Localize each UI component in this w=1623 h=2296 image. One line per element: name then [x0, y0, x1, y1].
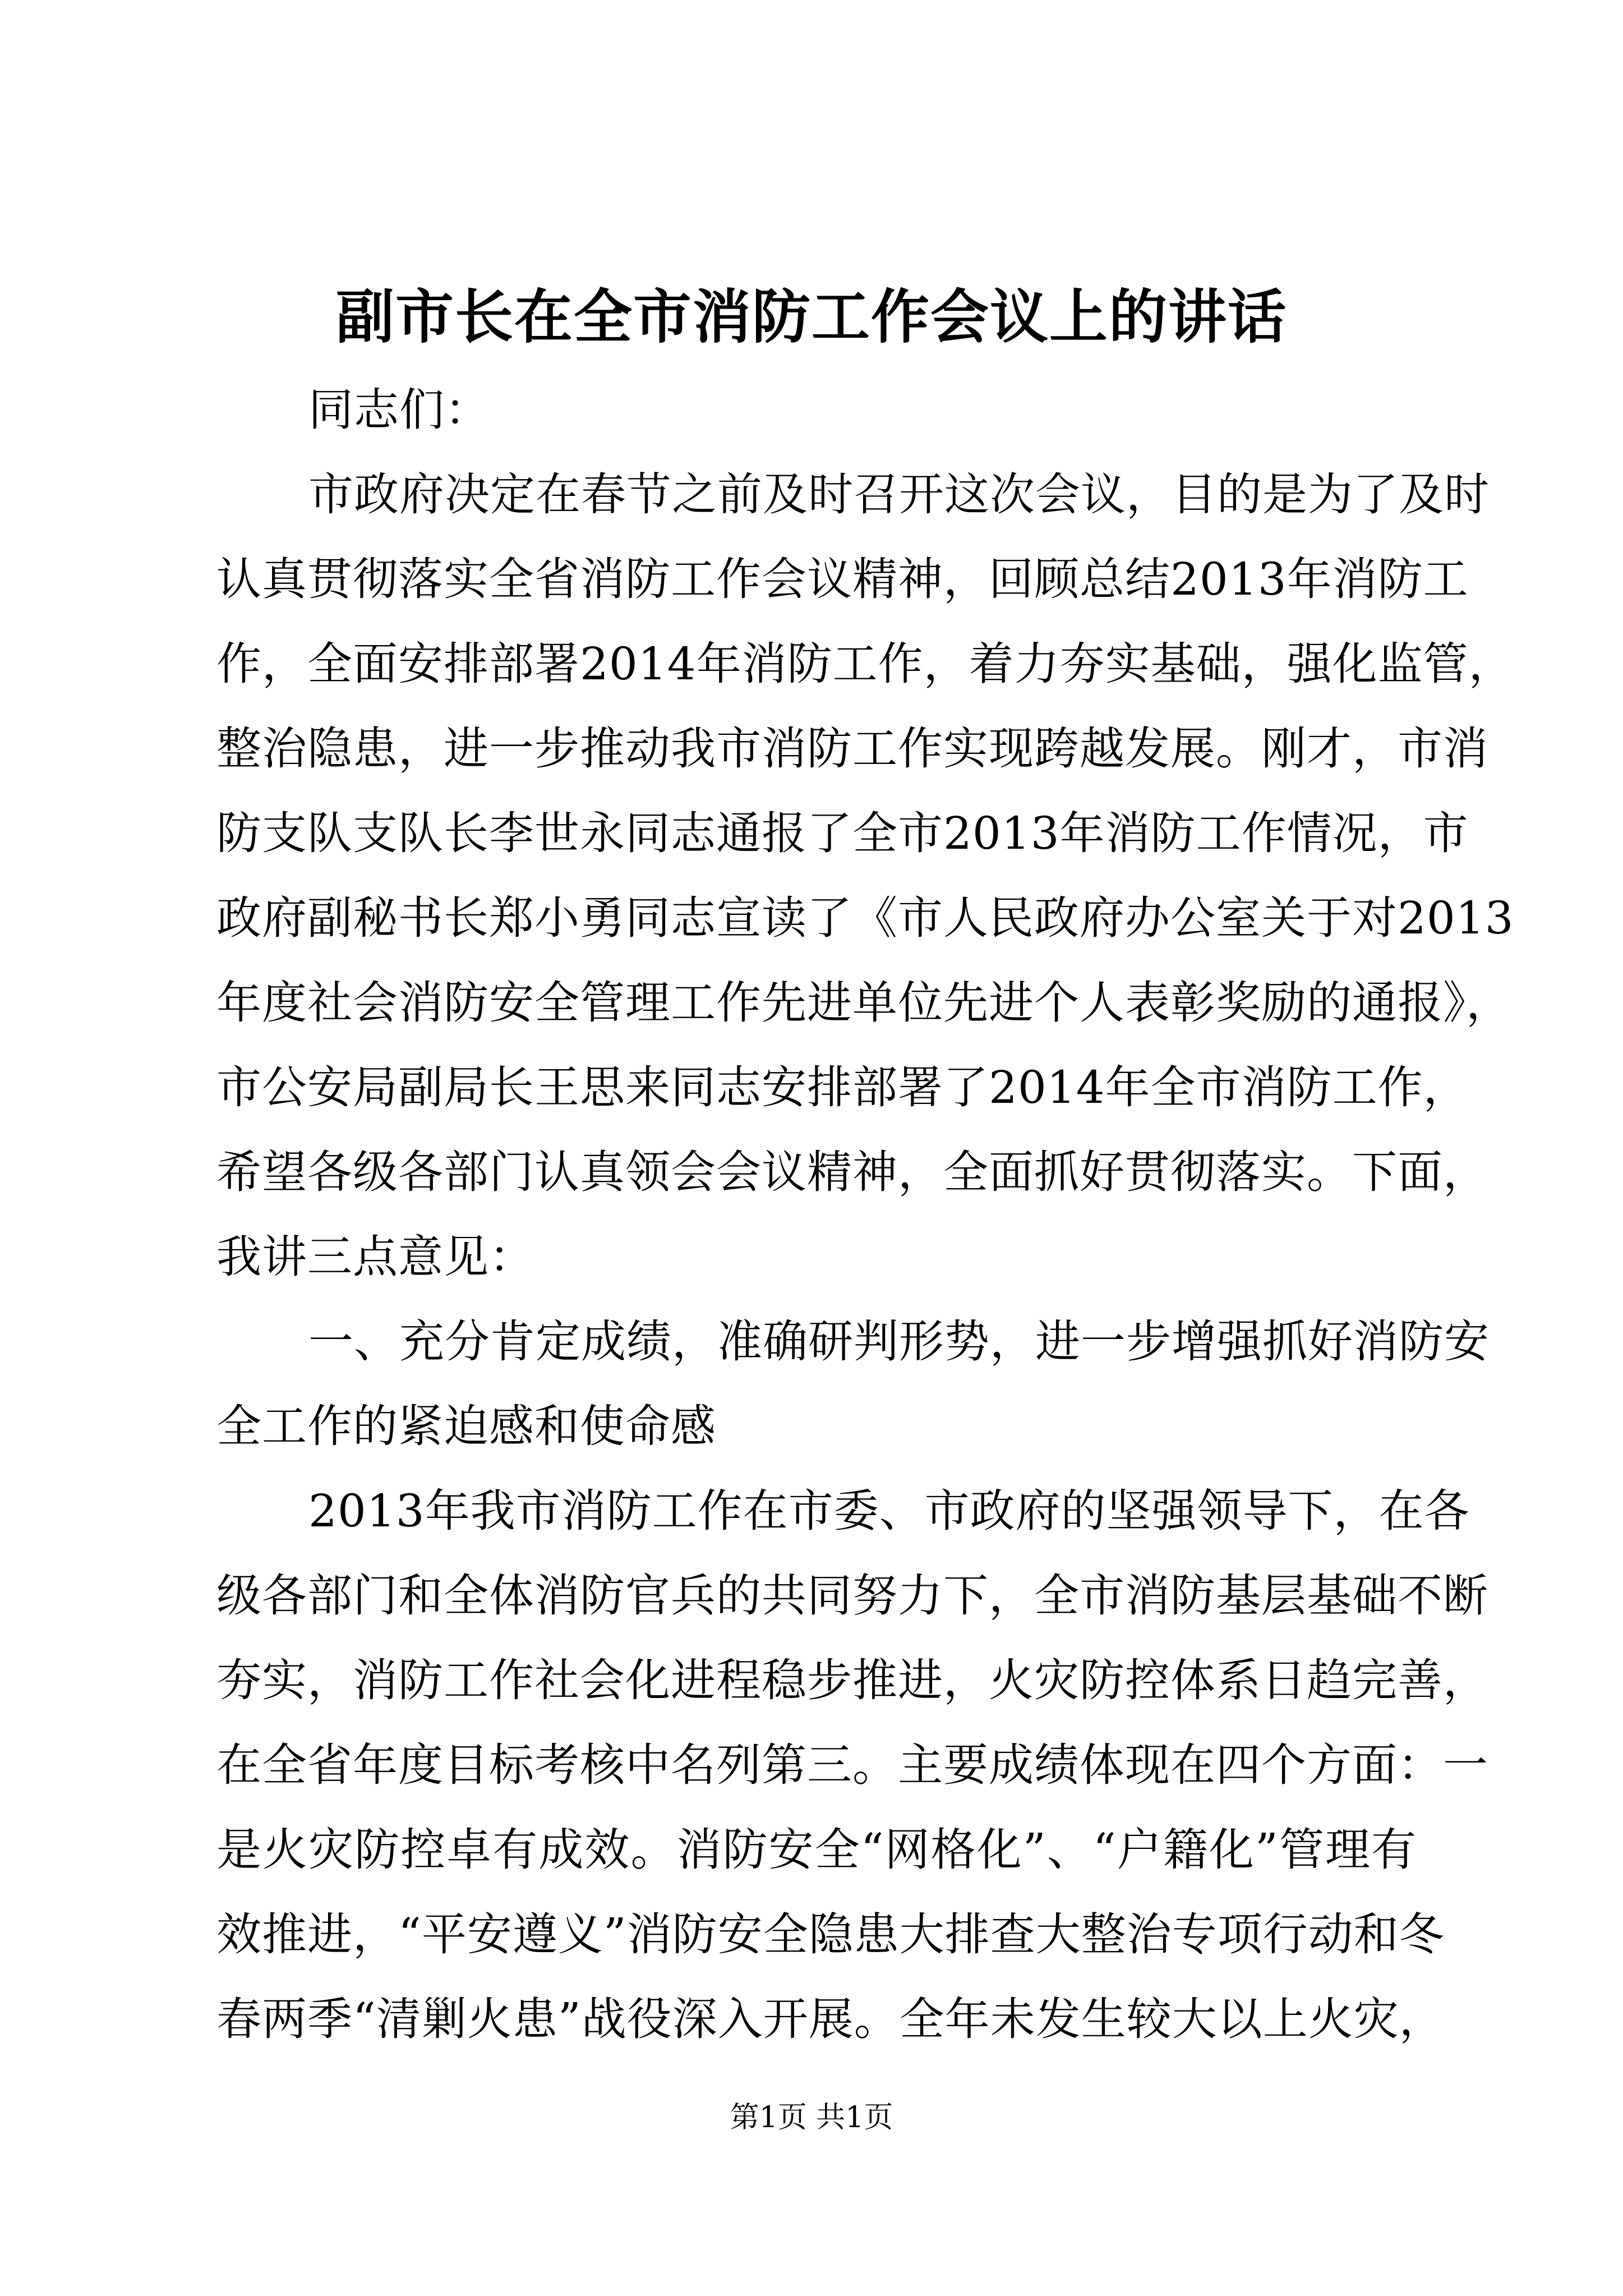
document-body [216, 367, 1514, 2062]
paragraph-line: 是火灾防控卓有成效。消防安全“网格化”、“户籍化”管理有 [216, 1824, 1417, 1876]
paragraph-line: 市公安局副局长王思来同志安排部署了2014年全市消防工作， [216, 1061, 1469, 1114]
paragraph-line: 级各部门和全体消防官兵的共同努力下，全市消防基层基础不断 [216, 1570, 1488, 1622]
section-heading-line: 全工作的紧迫感和使命感 [216, 1400, 716, 1452]
paragraph-line: 春两季“清剿火患”战役深入开展。全年未发生较大以上火灾， [216, 1993, 1445, 2045]
document-title: 副市长在全市消防工作会议上的讲话 [335, 282, 1287, 351]
paragraph-line: 2013年我市消防工作在市委、市政府的坚强领导下，在各 [308, 1485, 1470, 1537]
paragraph-line: 希望各级各部门认真领会会议精神，全面抓好贯彻落实。下面， [216, 1146, 1488, 1198]
paragraph-line: 夯实，消防工作社会化进程稳步推进，火灾防控体系日趋完善， [216, 1654, 1488, 1706]
section-heading-line: 一、充分肯定成绩，准确研判形势，进一步增强抓好消防安 [308, 1315, 1490, 1368]
paragraph-line: 防支队支队长李世永同志通报了全市2013年消防工作情况，市 [216, 807, 1469, 859]
paragraph-line: 市政府决定在春节之前及时召开这次会议，目的是为了及时 [308, 468, 1490, 521]
paragraph-line: 作，全面安排部署2014年消防工作，着力夯实基础，强化监管， [216, 638, 1514, 690]
paragraph-line: 我讲三点意见： [216, 1231, 534, 1283]
salutation-line: 同志们： [308, 384, 490, 436]
paragraph-line: 政府副秘书长郑小勇同志宣读了《市人民政府办公室关于对2013 [216, 892, 1514, 944]
page-footer: 第1页 共1页 [730, 2101, 893, 2134]
paragraph-line: 在全省年度目标考核中名列第三。主要成绩体现在四个方面：一 [216, 1739, 1488, 1791]
paragraph-line: 认真贯彻落实全省消防工作会议精神，回顾总结2013年消防工 [216, 553, 1469, 605]
paragraph-line: 整治隐患，进一步推动我市消防工作实现跨越发展。刚才，市消 [216, 723, 1488, 775]
paragraph-line: 效推进，“平安遵义”消防安全隐患大排查大整治专项行动和冬 [216, 1908, 1445, 1961]
paragraph-line: 年度社会消防安全管理工作先进单位先进个人表彰奖励的通报》， [216, 977, 1511, 1029]
